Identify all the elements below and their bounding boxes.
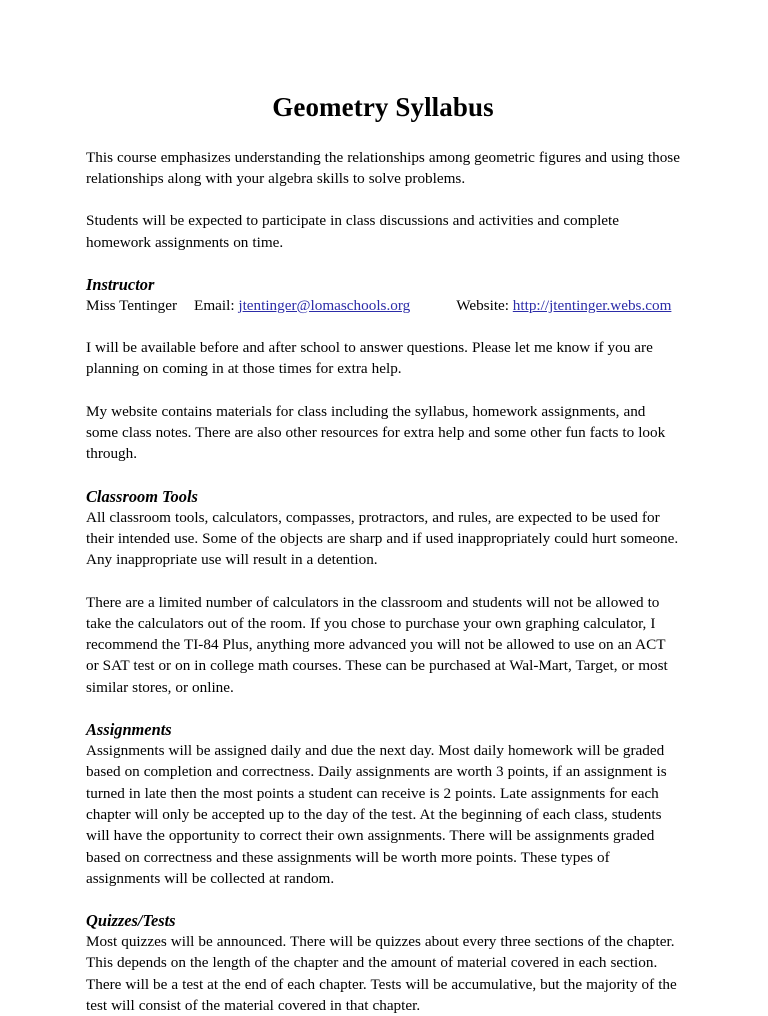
instructor-paragraph-1: I will be available before and after school to answer questions. Please let me know if you are planning on coming in at those times for extra help.	[86, 339, 653, 378]
section-heading-instructor: Instructor	[86, 274, 155, 294]
section-heading-assignments: Assignments	[86, 720, 172, 740]
intro-paragraph-2: Students will be expected to participate in class discussions and activities and complete homework assignments on time.	[86, 212, 619, 251]
document-content	[86, 0, 680, 1016]
intro-paragraph-1: This course emphasizes understanding the relationships among geometric figures and using those relationships along with your algebra skills to solve problems.	[86, 148, 680, 187]
website-link[interactable]: http://jtentinger.webs.com	[512, 296, 672, 314]
email-label: Email:	[194, 296, 235, 314]
instructor-paragraph-2: My website contains materials for class including the syllabus, homework assignments, and some class notes. There are also other resources for extra help and some other fun facts to look through.	[86, 402, 666, 463]
email-link[interactable]: jtentinger@lomaschools.org	[238, 296, 411, 314]
spacer	[86, 123, 680, 147]
instructor-name: Miss Tentinger	[86, 296, 178, 314]
spacer	[86, 380, 680, 401]
spacer	[86, 698, 680, 719]
classroom-tools-paragraph-2: There are a limited number of calculators in the classroom and students will not be allowed to take the calculators out of the room. If you chose to purchase your own graphing calculator, I recommend the TI-84 Plus, anything more advanced you will not be allowed to use on an ACT or SAT test or on in college math courses. These can be purchased at Wal-Mart, Target, or most similar stores, or online.	[86, 593, 668, 696]
instructor-contact-line	[86, 295, 680, 316]
classroom-tools-paragraph-1: All classroom tools, calculators, compasses, protractors, and rules, are expected to be used for their intended use. Some of the objects are sharp and if used inappropriately could hurt someone. Any inappropriate use will result in a detention.	[86, 508, 679, 569]
spacer	[86, 889, 680, 910]
spacer	[86, 465, 680, 486]
spacer	[86, 571, 680, 592]
spacer	[86, 253, 680, 274]
section-heading-quizzes-tests: Quizzes/Tests	[86, 911, 176, 931]
spacer	[86, 316, 680, 337]
website-label: Website:	[456, 296, 509, 314]
section-heading-classroom-tools: Classroom Tools	[86, 486, 198, 506]
page-title: Geometry Syllabus	[272, 92, 494, 122]
quizzes-tests-paragraph-1: Most quizzes will be announced. There will be quizzes about every three sections of the chapter. This depends on the length of the chapter and the amount of material covered in each section. There will be a test at the end of each chapter. Tests will be accumulative, but the majority of the test will consist of the material covered in that chapter.	[86, 933, 677, 1014]
spacer	[86, 189, 680, 210]
assignments-paragraph-1: Assignments will be assigned daily and due the next day. Most daily homework will be graded based on completion and correctness. Daily assignments are worth 3 points, if an assignment is turned in late then the most points a student can receive is 2 points. Late assignments for each chapter will only be accepted up to the day of the test. At the beginning of each class, students will have the opportunity to correct their own assignments. There will be assignments graded based on correctness and these assignments will be worth more points. These types of assignments will be collected at random.	[86, 742, 667, 887]
